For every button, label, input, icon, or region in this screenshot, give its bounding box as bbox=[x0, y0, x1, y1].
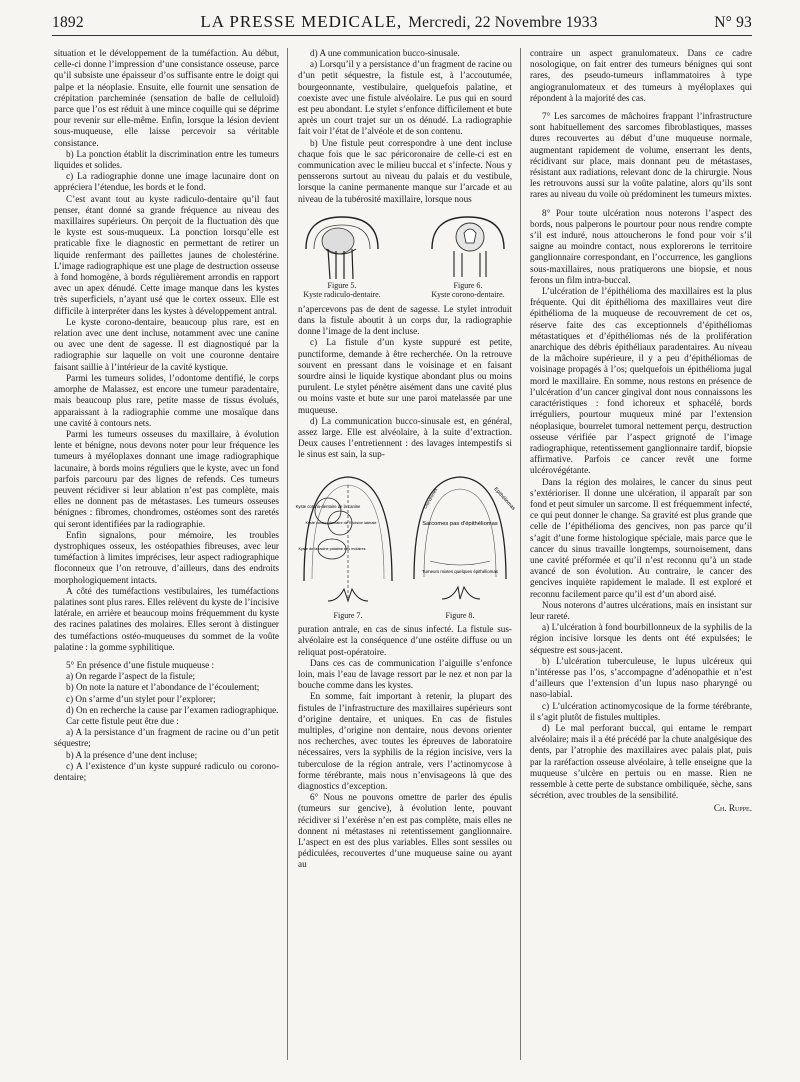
paragraph: 8° Pour toute ulcération nous noterons l’aspect des bords, nous palperons le pourtour pour nous rendre compte s’il est induré, nous attoucherons le fond pour voir s’il saigne au moindre contact, nous explorerons le territoire ganglionnaire correspondant, en l’occurrence, les ganglions sous-maxillaires, nous pratiquerons une biopsie, et nous ferons un film intra-buccal. bbox=[530, 207, 752, 285]
figure-5-caption: Kyste radiculo-dentaire. bbox=[303, 290, 381, 300]
column-divider bbox=[287, 48, 288, 1060]
paragraph: Enfin signalons, pour mémoire, les troubles dystrophiques osseux, les ostéopathies fibreuses, avec leur tuméfaction à limites imprécises, leur aspect radiographique floconneux que l’on retrouve, d’ailleurs, dans des endroits morphologiquement intacts. bbox=[54, 529, 279, 585]
section-heading: 5° En présence d’une fistule muqueuse : bbox=[66, 659, 215, 670]
paragraph: d) La communication bucco-sinusale est, en général, assez large. Elle est alvéolaire, à la suite d’extraction. Deux causes l’entretiennent : des lavages intempestifs si le sinus est sain, la sup- bbox=[298, 415, 512, 460]
author-name: Ch. Ruppe. bbox=[713, 803, 752, 814]
column-1 bbox=[54, 48, 279, 783]
paragraph: 7° Les sarcomes de mâchoires frappant l’infrastructure sont habituellement des sarcomes fibroblastiques, masses dures recouvertes au début d’une muqueuse normale, augmentant rapidement de volume, enserrant les dents, récidivant sur place, mais donnant peu de métastases, résistant aux radiations, relevant donc de la chirurgie. Nous les retrouvons aussi sur la voûte palatine, alors qu’ils sont rares au niveau du voile où prédominent les tumeurs mixtes. bbox=[530, 111, 752, 200]
journal-title: LA PRESSE MEDICALE, bbox=[200, 12, 403, 31]
paragraph: n’apercevons pas de dent de sagesse. Le stylet introduit dans la fistule aboutit à un corps dur, la radiographie donne l’image de la dent incluse. bbox=[298, 303, 512, 337]
paragraph: Dans ces cas de communication l’aiguille s’enfonce loin, mais l’eau de lavage ressort par le nez et non par la bouche comme dans les kystes. bbox=[298, 657, 512, 691]
paragraph: L’ulcération de l’épithélioma des maxillaires est la plus fréquente. Qui dit épithélioma des maxillaires veut dire épithélioma de la muqueuse de recouvrement de cet os, réserve faite des cas exceptionnels d’épithéliomas métastatiques et d’épithéliomas nés de la prolifération anarchique des débris épithéliaux paradentaires. Au niveau de la mâchoire supérieure, il y a peu d’épithéliomas de voisinage propagés à l’os; quelquefois un épithélioma jugal mord le maxillaire. En somme, nous restons en présence de l’ulcération d’un cancer gingival dont nous connaissons les caractéristiques : fond ichoreux et sphacélé, bords irréguliers, pourtour muqueux miné par l’extension néoplasique, bourrelet tumoral nettement perçu, destruction osseuse vérifiée par l’aspect grignoté de l’image radiographique, retentissement ganglionnaire tardif, biopsie affirmative. Parfois ce cancer revêt une forme ulcérovégétante. bbox=[530, 286, 752, 476]
figure-6-label: Figure 6. bbox=[453, 280, 483, 290]
paragraph: Parmi les tumeurs solides, l’odontome dentifié, le corps amorphe de Malassez, est encore une tumeur paradentaire, mais beaucoup plus rare, petite masse de tissus évolués, apparaissant à la radiographie comme une mosaïque dans une cavité à contours nets. bbox=[54, 372, 279, 428]
list-item: c) L’ulcération actinomycosique de la forme térébrante, il s’agit plutôt de fistules multiples. bbox=[530, 700, 752, 722]
author-signature bbox=[530, 803, 752, 814]
figure-8-drawing bbox=[408, 469, 517, 611]
figure-5-label: Figure 5. bbox=[327, 280, 357, 290]
paragraph: Parmi les tumeurs osseuses du maxillaire, à évolution lente et bénigne, nous devons noter pour leur fréquence les tumeurs à myéloplaxes donnant une image radiographique lacunaire, à bords moins réguliers que le kyste, avec un fond parfois parcouru par des lignes de refends. Ces tumeurs peuvent récidiver si leur ablation n’est pas complète, mais elles ne donnent pas de métastases. Les tumeurs osseuses bénignes : fibromes, chondromes, ostéomes sont des raretés qui seront identifiées par la radiographie. bbox=[54, 428, 279, 529]
list-item: c) A l’existence d’un kyste suppuré radiculo ou corono-dentaire; bbox=[54, 760, 279, 782]
figure-8-label: Figure 8. bbox=[445, 610, 475, 620]
list-item: a) L’ulcération à fond bourbillonneux de la syphilis de la région incisive lorsque les dents ont été expulsées; le séquestre est sous-jacent. bbox=[530, 622, 752, 655]
paragraph: c) La radiographie donne une image lacunaire dont on appréciera l’étendue, les bords et le fond. bbox=[54, 171, 279, 193]
list-item: d) On en recherche la cause par l’examen radiographique. bbox=[66, 704, 279, 715]
paragraph: a) Lorsqu’il y a persistance d’un fragment de racine ou d’un petit séquestre, la fistule est, à l’accoutumée, bourgeonnante, vestibulaire, quelquefois palatine, et coexiste avec une fistule alvéolaire. Le pus qui en sourd est peu abondant. Le stylet s’enfonce difficilement et bute après un court trajet sur un os dénudé. La radiographie fait voir l’état de l’alvéole et de son contenu. bbox=[298, 59, 512, 137]
figure-7-label: Figure 7. bbox=[333, 610, 363, 620]
figure-8-label-chondromes: Chondromes bbox=[422, 486, 439, 510]
page-number: 1892 bbox=[52, 14, 84, 31]
paragraph: puration antrale, en cas de sinus infecté. La fistule sus-alvéolaire est la conséquence d’une ostéite diffuse ou un reliquat post-opératoire. bbox=[298, 624, 512, 657]
paragraph: A côté des tuméfactions vestibulaires, les tuméfactions palatines sont plus rares. Elles relèvent du kyste de l’incisive latérale, en arrière et beaucoup moins fréquemment du kyste des racines palatines des molaires. Elles seront à distinguer des tuméfactions ostéo-muqueuses du sommet de la voûte palatine : la gomme syphilitique. bbox=[54, 585, 279, 652]
list-item: a) A la persistance d’un fragment de racine ou d’un petit séquestre; bbox=[54, 727, 279, 749]
paragraph: situation et le développement de la tuméfaction. Au début, celle-ci donne l’impression d’une consistance osseuse, parce qu’il subsiste une épaisseur d’os suffisante entre le doigt qui palpe et la néoplasie. Ensuite, elle fournit une sensation de crépitation parcheminée (sensation de balle de celluloïd) parce que l’os est réduit à une mince coquille qui se déprime pour revenir sur elle-même. Enfin, lorsque la lésion devient sous-muqueuse, elle laisse percevoir sa véritable consistance. bbox=[54, 48, 279, 148]
figure-7-label-incisive: Kyste corono-dentaire de l'incisive latérale bbox=[305, 520, 377, 525]
figure-7-label-molaires: Kyste de la racine palatine des molaires bbox=[298, 546, 366, 551]
column-2 bbox=[295, 48, 517, 871]
issue-number: N° 93 bbox=[714, 14, 752, 31]
figure-5-drawing bbox=[298, 211, 386, 281]
column-3 bbox=[530, 48, 752, 815]
figures-5-6 bbox=[298, 211, 512, 300]
paragraph: contraire un aspect granulomateux. Dans ce cadre nosologique, on fait entrer des tumeurs bénignes qui sont rares, des pseudo-tumeurs inflammatoires à type angiogranulomateux et des tumeurs à myéloplaxes qui répondent à la majorité des cas. bbox=[530, 48, 752, 103]
figures-7-8 bbox=[295, 469, 517, 621]
paragraph: C’est avant tout au kyste radiculo-dentaire qu’il faut penser, étant donné sa grande fréquence au niveau des maxillaires supérieurs. On perçoit de la fluctuation dès que le kyste est sous-muqueux. La ponction lorsqu’elle est praticable fixe le diagnostic en permettant de retirer un liquide renfermant des paillettes jaunes de cholestérine. L’image radiographique est une plage de destruction osseuse à fond homogène, à bords régulièrement arrondis en rapport avec un apex dénudé. Cette image manque dans les kystes très superficiels, n’ayant usé que le cortex osseux. Elle est difficile à interpréter dans les kystes à développement antral. bbox=[54, 193, 279, 316]
figure-8-label-sarcomes: Sarcomes pas d'épithéliomas bbox=[422, 520, 498, 527]
figure-6 bbox=[424, 211, 512, 300]
figure-8 bbox=[408, 469, 517, 621]
list-item: a) On regarde l’aspect de la fistule; bbox=[66, 671, 196, 682]
paragraph: Car cette fistule peut être due : bbox=[66, 715, 179, 726]
paragraph: 6° Nous ne pouvons omettre de parler des épulis (tumeurs sur gencive), à évolution lente, pouvant récidiver si l’exérèse n’en est pas complète, mais elles ne donnent ni métastases ni retentissement ganglionnaire. L’aspect en est des plus variables. Elles sont sessiles ou pédiculées, recouvertes d’une muqueuse saine ou ayant au bbox=[298, 792, 512, 870]
paragraph: c) La fistule d’un kyste suppuré est petite, punctiforme, demande à être recherchée. On la retrouve souvent en pressant dans le voisinage et en faisant sourdre ainsi le liquide kystique abondant plus ou moins purulent. Le stylet pénètre aisément dans une cavité plus ou moins vaste et bute sur une paroi matelassée par une muqueuse. bbox=[298, 337, 512, 415]
figure-7-drawing bbox=[295, 469, 398, 611]
list-item: c) On s’arme d’un stylet pour l’explorer; bbox=[66, 693, 216, 704]
paragraph: En somme, fait important à retenir, la plupart des fistules de l’infrastructure des maxillaires supérieurs sont d’origine dentaire, et uniques. En cas de fistules multiples, d’origine non dentaire, nous devons orienter nos recherches, avec toutes les épreuves de laboratoire nécessaires, vers la syphilis de la région incisive, vers la tuberculose de la région antrale, vers l’actinomycose à forme térébrante, mais nous n’envisageons là que des diagnostics d’exception. bbox=[298, 691, 512, 792]
paragraph: b) Une fistule peut correspondre à une dent incluse chaque fois que le sac péricoronaire de celle-ci est en communication avec le milieu buccal et s’infecte. Nous y pensserons surtout au niveau du palais et du vestibule, lorsque la canine permanente manque sur l’arcade et au niveau de la tubérosité maxillaire, lorsque nous bbox=[298, 137, 512, 204]
figure-7-label-canine: Kyste corono-dentaire de la canine bbox=[295, 503, 361, 509]
list-item: d) A une communication bucco-sinusale. bbox=[310, 48, 460, 58]
issue-date: Mercredi, 22 Novembre 1933 bbox=[408, 14, 598, 31]
paragraph: Le kyste corono-dentaire, beaucoup plus rare, est en relation avec une dent incluse, notamment avec une canine ou avec une dent de sagesse. Il est diagnostiqué par la radiographie sur laquelle on voit une couronne dentaire faisant saillie à l’intérieur de la cavité kystique. bbox=[54, 316, 279, 372]
list-item: b) On note la nature et l’abondance de l’écoulement; bbox=[66, 682, 260, 693]
list-item: b) L’ulcération tuberculeuse, le lupus ulcéreux qui n’intéresse pas l’os, s’accompagne d’adénopathie et n’est d’ailleurs que l’extension d’un lupus naso pharyngé ou naso-labial. bbox=[530, 655, 752, 700]
figure-6-caption: Kyste corono-dentaire. bbox=[431, 290, 505, 300]
paragraph: Dans la région des molaires, le cancer du sinus peut s’extérioriser. Il donne une ulcération, il apparaît par son fond et peut simuler un sarcome. Il est fréquemment infecté, ce qui peut donner le change. Sa gravité est plus grande que celle de l’épithélioma des gencives, non pas parce qu’il s’agit d’une forme histologique spéciale, mais parce que le cancer du sinus travaille longtemps, sournoisement, dans une cavité préformée et qu’il n’est reconnu qu’à un stade avancé de son évolution. Au contraire, le cancer des gencives inquiète rapidement le malade. Il est exploré et reconnu facilement parce qu’il est d’un abord aisé. bbox=[530, 476, 752, 599]
column-divider bbox=[520, 48, 521, 1060]
figure-8-label-epitheliomas: Epithéliomas bbox=[492, 486, 517, 512]
figure-7 bbox=[295, 469, 398, 621]
list-item: d) Le mal perforant buccal, qui entame le rempart alvéolaire; mais il a été précédé par la chute analgésique des dents, par l’atrophie des maxillaires avec palais plat, puis par la raréfaction osseuse alvéolaire, à telle enseigne que la muqueuse s’ulcère en pertuis ou en masse. Rien ne ressemble à cette perte de substance ombiliquée, sèche, sans sécrétion, avec troubles de la sensibilité. bbox=[530, 722, 752, 801]
paragraph: Nous noterons d’autres ulcérations, mais en insistant sur leur rareté. bbox=[530, 599, 752, 621]
running-header bbox=[52, 6, 752, 36]
paragraph: b) La ponction établit la discrimination entre les tumeurs liquides et solides. bbox=[54, 148, 279, 171]
figure-8-label-tumeurs-mixtes: Tumeurs mixtes quelques épithéliomas bbox=[422, 568, 498, 574]
masthead bbox=[200, 12, 597, 32]
list-item: b) A la présence d’une dent incluse; bbox=[66, 749, 198, 760]
figure-6-drawing bbox=[424, 211, 512, 281]
figure-5 bbox=[298, 211, 386, 300]
